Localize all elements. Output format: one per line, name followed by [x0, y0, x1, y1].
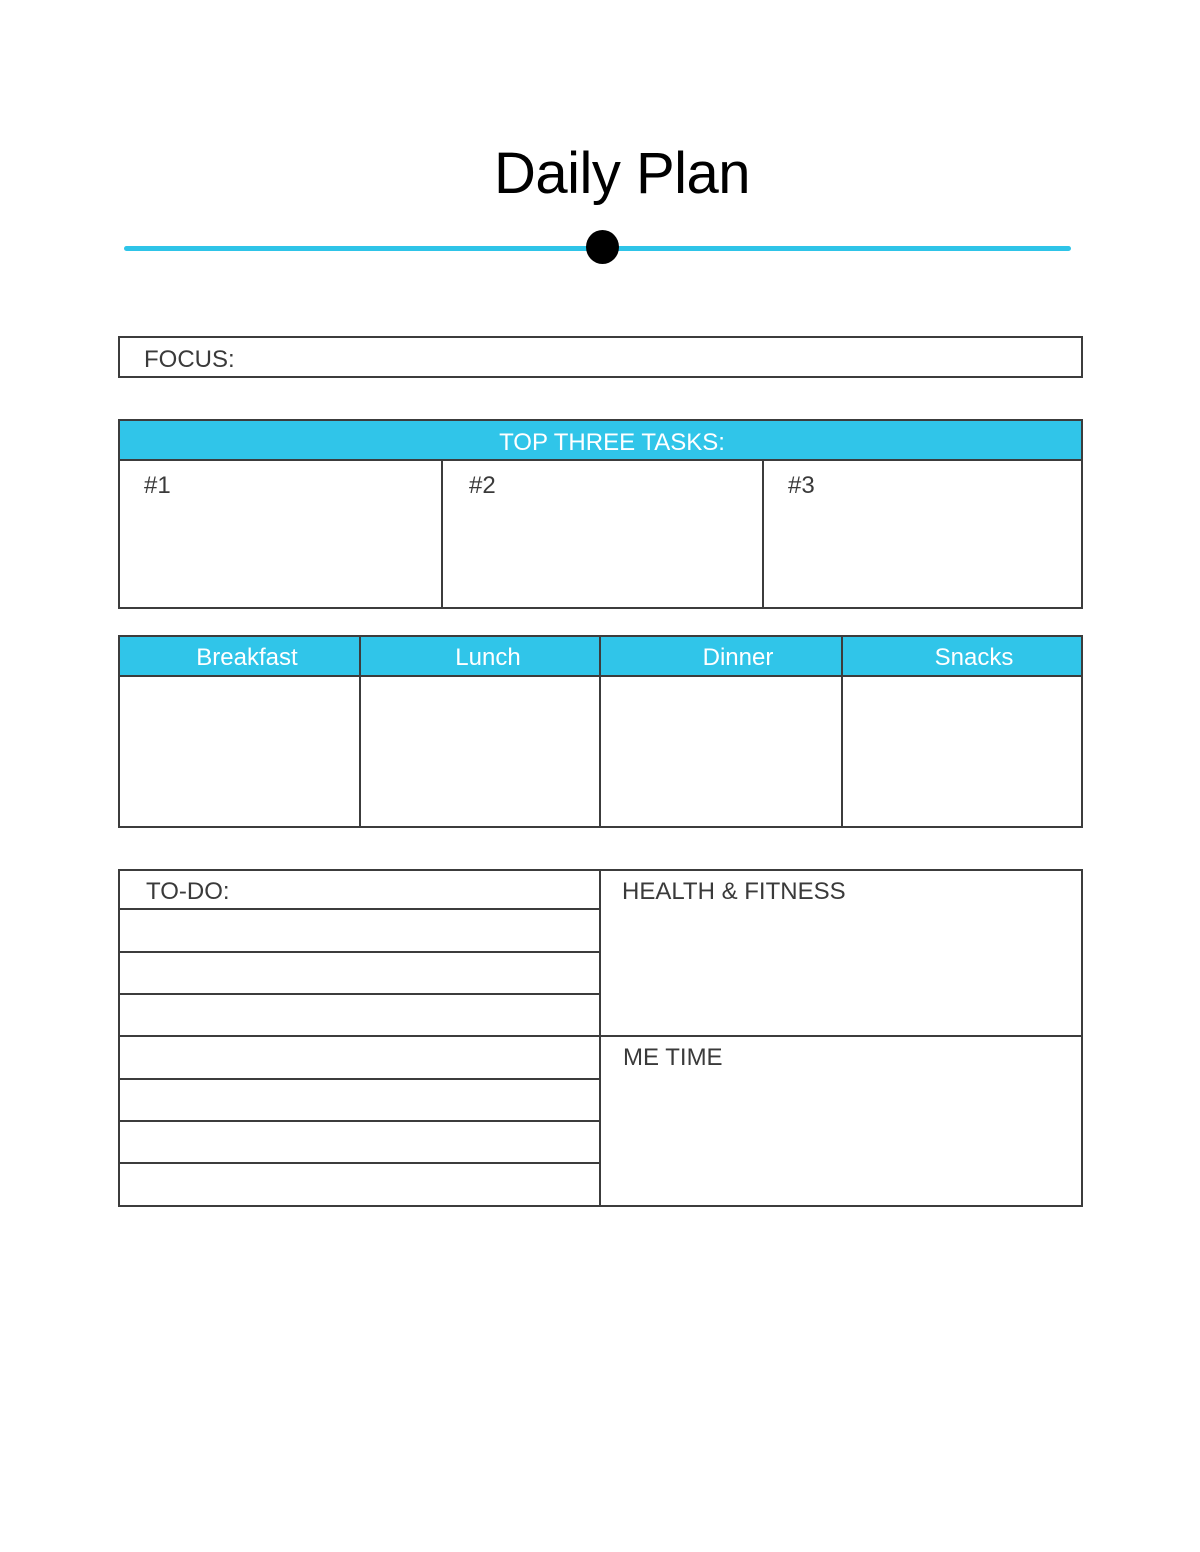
task-3-label: #3 — [788, 472, 815, 499]
meal-header-dinner: Dinner — [702, 644, 774, 671]
task-2-label: #2 — [469, 472, 496, 499]
todo-label: TO-DO: — [146, 878, 230, 905]
top-tasks-header-label: TOP THREE TASKS: — [499, 429, 725, 456]
page-title: Daily Plan — [493, 141, 751, 206]
dinner-field[interactable] — [601, 677, 841, 826]
health-fitness-field[interactable] — [601, 910, 1081, 1035]
focus-label: FOCUS: — [144, 346, 235, 373]
todo-item-field[interactable] — [120, 910, 599, 951]
meal-header-lunch: Lunch — [455, 644, 521, 671]
todo-item-field[interactable] — [120, 1080, 599, 1120]
todo-item-field[interactable] — [120, 1037, 599, 1078]
snacks-field[interactable] — [843, 677, 1081, 826]
lunch-field[interactable] — [361, 677, 599, 826]
health-metime-divider — [599, 1035, 1083, 1037]
breakfast-field[interactable] — [120, 677, 359, 826]
meal-header-breakfast: Breakfast — [196, 644, 298, 671]
me-time-field[interactable] — [601, 1075, 1081, 1205]
meal-header-snacks: Snacks — [934, 644, 1014, 671]
task-1-label: #1 — [144, 472, 171, 499]
divider-dot — [586, 230, 619, 264]
todo-item-field[interactable] — [120, 1122, 599, 1162]
todo-item-field[interactable] — [120, 953, 599, 993]
me-time-label: ME TIME — [623, 1044, 723, 1071]
todo-item-field[interactable] — [120, 995, 599, 1035]
todo-item-field[interactable] — [120, 1164, 599, 1205]
focus-field[interactable] — [118, 336, 1083, 378]
health-fitness-label: HEALTH & FITNESS — [622, 878, 846, 905]
